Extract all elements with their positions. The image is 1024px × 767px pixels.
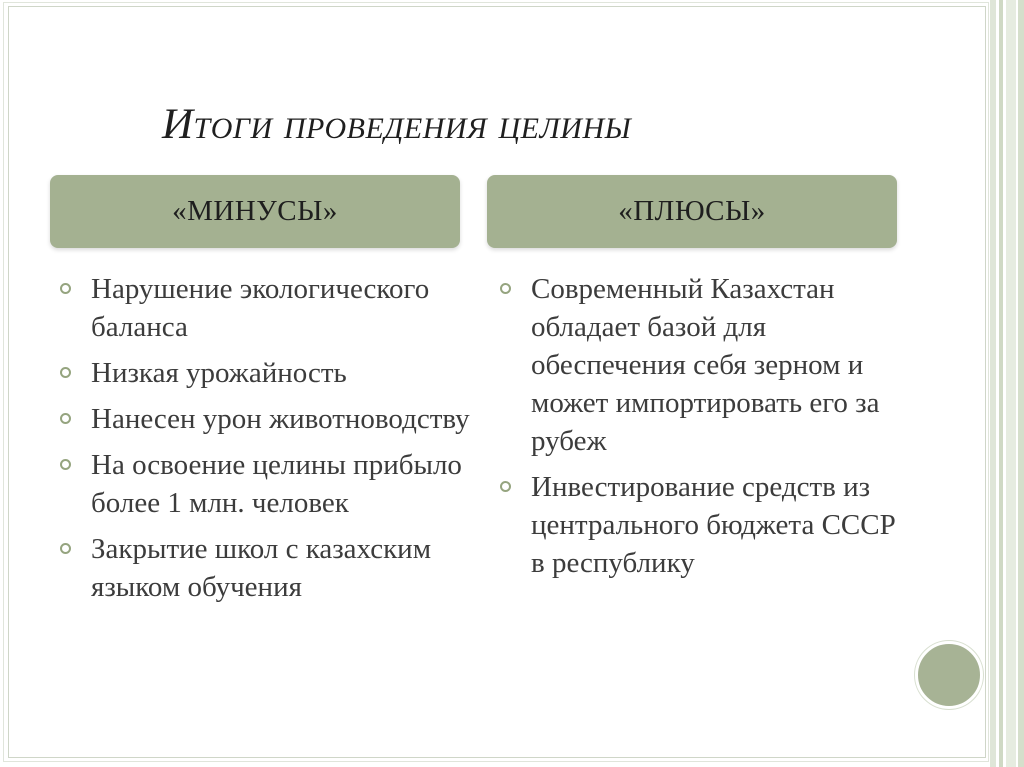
decorative-stripe <box>999 0 1003 767</box>
decorative-stripe <box>990 0 996 767</box>
bullet-icon <box>60 413 71 424</box>
list-item <box>60 354 470 392</box>
list-item-text: Нарушение экологического баланса <box>91 273 430 343</box>
list-item-text: Современный Казахстан обладает базой для обеспечения себя зерном и может импортировать его за рубеж <box>531 273 880 457</box>
list-item-text: Нанесен урон животноводству <box>91 403 470 435</box>
decorative-stripe <box>1018 0 1024 767</box>
list-item-text: Низкая урожайность <box>91 357 347 389</box>
decorative-stripe <box>1006 0 1016 767</box>
plus-list <box>500 270 910 590</box>
minus-list <box>60 270 470 614</box>
list-item-text: Закрытие школ с казахским языком обучения <box>91 533 432 603</box>
bullet-icon <box>500 481 511 492</box>
bullet-icon <box>60 283 71 294</box>
list-item <box>60 400 470 438</box>
list-item <box>60 530 470 606</box>
slide-title: Итоги проведения целины <box>162 101 632 148</box>
decorative-circle <box>915 641 983 709</box>
list-item-text: На освоение целины прибыло более 1 млн. человек <box>91 449 462 519</box>
plus-header <box>487 175 897 248</box>
list-item-text: Инвестирование средств из центрального бюджета СССР в республику <box>531 471 896 579</box>
plus-header-label: «ПЛЮСЫ» <box>618 195 766 227</box>
list-item <box>500 468 910 582</box>
bullet-icon <box>60 459 71 470</box>
list-item <box>500 270 910 460</box>
list-item <box>60 446 470 522</box>
bullet-icon <box>60 367 71 378</box>
bullet-icon <box>60 543 71 554</box>
list-item <box>60 270 470 346</box>
minus-header-label: «МИНУСЫ» <box>172 195 338 227</box>
bullet-icon <box>500 283 511 294</box>
minus-header <box>50 175 460 248</box>
